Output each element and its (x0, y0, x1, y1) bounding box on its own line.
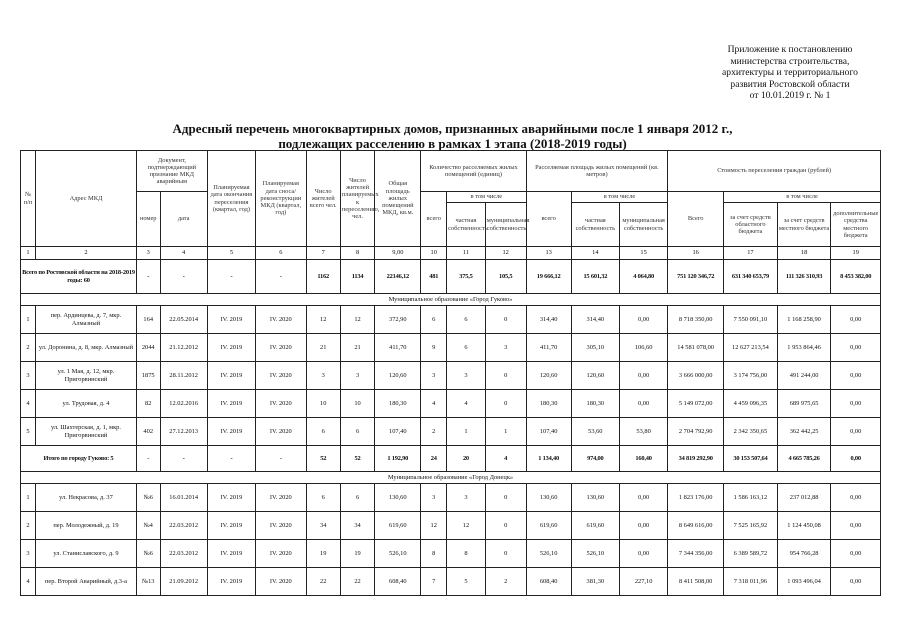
row-cell: 362 442,25 (777, 418, 831, 446)
appendix-line: Приложение к постановлению (727, 44, 853, 55)
row-cell: 6 (447, 334, 486, 362)
row-cell: 120,60 (526, 362, 571, 390)
row-cell: 21.09.2012 (160, 568, 207, 596)
column-number: 11 (447, 247, 486, 260)
housing-table (20, 150, 881, 596)
header-cost-incl: в том числе (724, 192, 881, 203)
column-number: 2 (36, 247, 137, 260)
row-cell: 3 (447, 362, 486, 390)
appendix-line: архитектуры и территориального (722, 67, 858, 79)
row-cell: 0,00 (831, 362, 881, 390)
row-cell: 22 (306, 568, 340, 596)
row-cell: 608,40 (526, 568, 571, 596)
row-cell: 0 (485, 484, 526, 512)
header-address: Адрес МКД (36, 151, 137, 247)
row-cell: 3 (447, 484, 486, 512)
row-cell: 7 (421, 568, 447, 596)
row-cell: 2 (485, 568, 526, 596)
column-number-row (21, 247, 881, 260)
row-cell: 120,60 (375, 362, 421, 390)
row-cell: 106,60 (619, 334, 667, 362)
row-cell: IV. 2019 (207, 540, 255, 568)
row-cell: IV. 2020 (256, 484, 306, 512)
row-cell: IV. 2020 (256, 568, 306, 596)
header-cost-local: за счет средств местного бюджета (777, 203, 831, 247)
row-cell: 411,70 (526, 334, 571, 362)
row-cell: 1 (447, 418, 486, 446)
row-cell: 7 318 011,96 (724, 568, 778, 596)
row-address: ул. Шахтерская, д. 1, мкр. Пригорвинский (36, 418, 137, 446)
municipality-total-cell: 0,00 (831, 446, 881, 472)
grand-total-cell: 481 (421, 260, 447, 294)
row-cell: 1 (485, 418, 526, 446)
header-count-group: Количество расселяемых жилых помещений (единиц) (421, 151, 526, 192)
row-cell: 2044 (136, 334, 160, 362)
row-cell: IV. 2019 (207, 512, 255, 540)
row-address: ул. 1 Мая, д. 12, мкр. Пригорвинский (36, 362, 137, 390)
row-address: пер. Ардинцева, д. 7, мкр. Алмазный (36, 306, 137, 334)
row-cell: 82 (136, 390, 160, 418)
row-cell: 2 704 792,90 (668, 418, 724, 446)
header-area-private: частная собственность (571, 203, 619, 247)
row-number: 1 (21, 484, 36, 512)
header-count-private: частная собственность (447, 203, 486, 247)
row-cell: 0,00 (831, 484, 881, 512)
row-cell: 130,60 (571, 484, 619, 512)
column-number: 6 (256, 247, 306, 260)
row-cell: 9 (421, 334, 447, 362)
row-number: 2 (21, 512, 36, 540)
header-area-municipal: муниципальная собственность (619, 203, 667, 247)
row-cell: 53,60 (571, 418, 619, 446)
row-cell: 2 (421, 418, 447, 446)
row-cell: 0,00 (831, 540, 881, 568)
row-cell: 3 (306, 362, 340, 390)
grand-total-cell: 8 453 382,00 (831, 260, 881, 294)
row-cell: 180,30 (526, 390, 571, 418)
row-cell: 1 093 496,04 (777, 568, 831, 596)
row-cell: 22 (340, 568, 374, 596)
row-cell: 0 (485, 512, 526, 540)
row-cell: 0,00 (619, 362, 667, 390)
row-cell: 7 550 091,10 (724, 306, 778, 334)
header-residents-total: Число жителей всего чел. (306, 151, 340, 247)
row-cell: 0,00 (831, 418, 881, 446)
header-num: № п/п (21, 151, 36, 247)
row-cell: 314,40 (526, 306, 571, 334)
row-cell: 12 (447, 512, 486, 540)
row-cell: 130,60 (526, 484, 571, 512)
row-cell: 4 (447, 390, 486, 418)
column-number: 9,00 (375, 247, 421, 260)
row-cell: IV. 2020 (256, 390, 306, 418)
header-area-group: Расселяемая площадь жилых помещений (кв. метров) (526, 151, 668, 192)
header-count-total: всего (421, 192, 447, 247)
grand-total-cell: - (160, 260, 207, 294)
row-address: ул. Доронина, д. 8, мкр. Алмазный (36, 334, 137, 362)
row-cell: 0 (485, 390, 526, 418)
row-cell: 8 649 616,00 (668, 512, 724, 540)
row-cell: 12 (306, 306, 340, 334)
municipality-total-cell: 1 192,90 (375, 446, 421, 472)
row-address: пер. Молодежный, д. 19 (36, 512, 137, 540)
row-cell: 0,00 (831, 334, 881, 362)
row-cell: 10 (306, 390, 340, 418)
row-cell: 0,00 (619, 512, 667, 540)
row-cell: 314,40 (571, 306, 619, 334)
row-cell: 34 (306, 512, 340, 540)
header-area-total: всего (526, 192, 571, 247)
row-cell: 305,10 (571, 334, 619, 362)
row-cell: 3 (340, 362, 374, 390)
row-cell: 0,00 (831, 512, 881, 540)
column-number: 3 (136, 247, 160, 260)
table-row (21, 362, 881, 390)
municipality-total-cell: 34 819 292,90 (668, 446, 724, 472)
row-cell: 19 (306, 540, 340, 568)
row-cell: 14 581 078,00 (668, 334, 724, 362)
grand-total-label: Всего по Ростовской области на 2018-2019 годы: 60 (21, 260, 137, 294)
row-cell: IV. 2019 (207, 390, 255, 418)
grand-total-cell: - (256, 260, 306, 294)
row-cell: 107,40 (375, 418, 421, 446)
municipality-total-cell: 52 (306, 446, 340, 472)
municipality-total-cell: 974,00 (571, 446, 619, 472)
row-cell: IV. 2020 (256, 362, 306, 390)
row-cell: 402 (136, 418, 160, 446)
row-cell: 619,60 (375, 512, 421, 540)
row-cell: 954 766,28 (777, 540, 831, 568)
row-cell: 27.12.2013 (160, 418, 207, 446)
row-cell: 16.01.2014 (160, 484, 207, 512)
row-number: 3 (21, 540, 36, 568)
table-row (21, 390, 881, 418)
municipality-name: Муниципальное образование «Город Донецк» (21, 472, 881, 484)
row-cell: 1 168 258,90 (777, 306, 831, 334)
row-cell: 180,30 (571, 390, 619, 418)
header-cost-total: Всего (668, 192, 724, 247)
row-cell: 107,40 (526, 418, 571, 446)
row-cell: IV. 2020 (256, 540, 306, 568)
municipality-total-row (21, 446, 881, 472)
row-cell: IV. 2019 (207, 568, 255, 596)
column-number: 10 (421, 247, 447, 260)
grand-total-cell: - (207, 260, 255, 294)
column-number: 1 (21, 247, 36, 260)
header-planned-resettle: Планируемая дата окончания переселения (квартал, год) (207, 151, 255, 247)
row-cell: №4 (136, 512, 160, 540)
row-cell: 0 (485, 306, 526, 334)
municipality-total-cell: 24 (421, 446, 447, 472)
row-number: 4 (21, 390, 36, 418)
row-cell: 6 (306, 484, 340, 512)
header-residents-planned: Число жителей планируемых к переселению, чел. (340, 151, 374, 247)
header-cost-additional: дополнительные средства местного бюджета (831, 203, 881, 247)
row-cell: 4 459 096,35 (724, 390, 778, 418)
header-total-area: Общая площадь жилых помещений МКД, кв.м. (375, 151, 421, 247)
table-header (21, 151, 881, 247)
municipality-total-cell: 4 (485, 446, 526, 472)
row-cell: 6 (421, 306, 447, 334)
header-count-incl: в том числе (447, 192, 526, 203)
grand-total-cell: 1162 (306, 260, 340, 294)
header-count-municipal: муниципальная собственность (485, 203, 526, 247)
row-cell: №13 (136, 568, 160, 596)
row-cell: 180,30 (375, 390, 421, 418)
row-cell: 22.05.2014 (160, 306, 207, 334)
column-number: 8 (340, 247, 374, 260)
row-cell: IV. 2020 (256, 334, 306, 362)
row-cell: 608,40 (375, 568, 421, 596)
table-row (21, 418, 881, 446)
row-cell: 411,70 (375, 334, 421, 362)
municipality-total-cell: - (207, 446, 255, 472)
row-cell: 1 823 176,00 (668, 484, 724, 512)
table-body (21, 247, 881, 596)
row-cell: 130,60 (375, 484, 421, 512)
column-number: 15 (619, 247, 667, 260)
appendix-note (690, 44, 890, 102)
grand-total-cell: 19 666,12 (526, 260, 571, 294)
column-number: 7 (306, 247, 340, 260)
row-cell: №6 (136, 484, 160, 512)
row-cell: 21 (306, 334, 340, 362)
row-cell: IV. 2020 (256, 306, 306, 334)
row-cell: №6 (136, 540, 160, 568)
table-row (21, 306, 881, 334)
row-cell: 19 (340, 540, 374, 568)
grand-total-cell: 111 326 310,93 (777, 260, 831, 294)
row-cell: 237 012,88 (777, 484, 831, 512)
municipality-total-cell: 4 665 785,26 (777, 446, 831, 472)
row-cell: 227,10 (619, 568, 667, 596)
grand-total-row (21, 260, 881, 294)
row-cell: 8 (421, 540, 447, 568)
row-cell: 34 (340, 512, 374, 540)
row-address: ул. Станиславского, д. 9 (36, 540, 137, 568)
document-title-line-2: подлежащих расселению в рамках 1 этапа (2018-2019 годы) (278, 136, 627, 151)
row-cell: 1 124 450,08 (777, 512, 831, 540)
row-cell: 22.03.2012 (160, 512, 207, 540)
column-number: 5 (207, 247, 255, 260)
row-cell: 5 149 072,00 (668, 390, 724, 418)
row-cell: IV. 2019 (207, 362, 255, 390)
row-cell: 0 (485, 540, 526, 568)
municipality-row (21, 294, 881, 306)
row-cell: 0,00 (831, 306, 881, 334)
municipality-name: Муниципальное образование «Город Гуково» (21, 294, 881, 306)
row-cell: 120,60 (571, 362, 619, 390)
row-cell: 5 (447, 568, 486, 596)
row-cell: 3 (421, 362, 447, 390)
document-title-line-1: Адресный перечень многоквартирных домов, признанных аварийными после 1 января 2012 г., (172, 121, 733, 136)
row-cell: 619,60 (571, 512, 619, 540)
row-cell: 164 (136, 306, 160, 334)
column-number: 13 (526, 247, 571, 260)
grand-total-cell: 22146,12 (375, 260, 421, 294)
grand-total-cell: 15 601,32 (571, 260, 619, 294)
row-cell: 0 (485, 362, 526, 390)
row-address: ул. Трудовая, д. 4 (36, 390, 137, 418)
appendix-line: развития Ростовской области (730, 78, 850, 90)
grand-total-cell: - (136, 260, 160, 294)
header-cost-group: Стоимость переселения граждан (рублей) (668, 151, 881, 192)
row-cell: 0,00 (831, 568, 881, 596)
row-cell: 7 344 356,00 (668, 540, 724, 568)
column-number: 14 (571, 247, 619, 260)
row-cell: 21.12.2012 (160, 334, 207, 362)
row-cell: 381,30 (571, 568, 619, 596)
row-cell: 6 (306, 418, 340, 446)
row-cell: 526,10 (526, 540, 571, 568)
column-number: 12 (485, 247, 526, 260)
row-cell: 8 718 350,00 (668, 306, 724, 334)
row-cell: 6 (340, 418, 374, 446)
row-cell: 3 174 756,00 (724, 362, 778, 390)
row-cell: 0,00 (831, 390, 881, 418)
header-planned-demolish: Планируемая дата сноса/ реконструкции МКД (квартал, год) (256, 151, 306, 247)
row-cell: IV. 2019 (207, 306, 255, 334)
row-cell: 0,00 (619, 306, 667, 334)
row-cell: IV. 2020 (256, 418, 306, 446)
row-number: 4 (21, 568, 36, 596)
row-cell: IV. 2020 (256, 512, 306, 540)
row-cell: 491 244,00 (777, 362, 831, 390)
header-area-incl: в том числе (571, 192, 668, 203)
grand-total-cell: 4 064,80 (619, 260, 667, 294)
row-cell: 2 342 350,65 (724, 418, 778, 446)
municipality-total-cell: - (256, 446, 306, 472)
row-cell: 21 (340, 334, 374, 362)
row-address: пер. Второй Аварийный, д.3-а (36, 568, 137, 596)
table-row (21, 512, 881, 540)
grand-total-cell: 105,5 (485, 260, 526, 294)
grand-total-cell: 631 340 653,79 (724, 260, 778, 294)
row-cell: 10 (340, 390, 374, 418)
row-cell: 22.03.2012 (160, 540, 207, 568)
grand-total-cell: 375,5 (447, 260, 486, 294)
table-row (21, 540, 881, 568)
municipality-total-cell: 20 (447, 446, 486, 472)
row-cell: 7 525 165,92 (724, 512, 778, 540)
row-cell: 0,00 (619, 484, 667, 512)
municipality-total-cell: - (160, 446, 207, 472)
header-cost-oblast: за счет средств областного бюджета (724, 203, 778, 247)
table-row (21, 334, 881, 362)
row-cell: 1 586 163,12 (724, 484, 778, 512)
row-cell: IV. 2019 (207, 484, 255, 512)
row-cell: 8 (447, 540, 486, 568)
row-cell: 12 (421, 512, 447, 540)
appendix-line: министерства строительства, (730, 55, 850, 67)
column-number: 19 (831, 247, 881, 260)
appendix-line: от 10.01.2019 г. № 1 (749, 90, 831, 102)
row-cell: 8 411 508,00 (668, 568, 724, 596)
row-cell: 12 (340, 306, 374, 334)
row-cell: 4 (421, 390, 447, 418)
row-cell: 1875 (136, 362, 160, 390)
row-cell: 3 666 000,00 (668, 362, 724, 390)
row-number: 1 (21, 306, 36, 334)
header-doc-group: Документ, подтверждающий признание МКД аварийным (136, 151, 207, 192)
row-cell: 526,10 (571, 540, 619, 568)
grand-total-cell: 1134 (340, 260, 374, 294)
row-cell: IV. 2019 (207, 418, 255, 446)
row-cell: 619,60 (526, 512, 571, 540)
row-cell: 3 (421, 484, 447, 512)
row-cell: 12 627 213,54 (724, 334, 778, 362)
header-doc-number: номер (136, 192, 160, 247)
row-number: 3 (21, 362, 36, 390)
column-number: 18 (777, 247, 831, 260)
row-cell: 372,90 (375, 306, 421, 334)
municipality-total-cell: - (136, 446, 160, 472)
row-address: ул. Некрасова, д. 37 (36, 484, 137, 512)
row-number: 5 (21, 418, 36, 446)
row-cell: 526,10 (375, 540, 421, 568)
row-cell: 6 (447, 306, 486, 334)
row-cell: IV. 2019 (207, 334, 255, 362)
municipality-total-cell: 30 153 507,64 (724, 446, 778, 472)
municipality-total-cell: 52 (340, 446, 374, 472)
column-number: 17 (724, 247, 778, 260)
column-number: 4 (160, 247, 207, 260)
row-number: 2 (21, 334, 36, 362)
municipality-total-cell: 160,40 (619, 446, 667, 472)
grand-total-cell: 751 120 346,72 (668, 260, 724, 294)
municipality-row (21, 472, 881, 484)
row-cell: 0,00 (619, 390, 667, 418)
row-cell: 1 953 864,46 (777, 334, 831, 362)
header-doc-date: дата (160, 192, 207, 247)
row-cell: 0,00 (619, 540, 667, 568)
table-row (21, 568, 881, 596)
row-cell: 689 975,65 (777, 390, 831, 418)
row-cell: 3 (485, 334, 526, 362)
municipality-total-label: Итого по городу Гуково: 5 (21, 446, 137, 472)
row-cell: 53,80 (619, 418, 667, 446)
row-cell: 6 389 589,72 (724, 540, 778, 568)
row-cell: 6 (340, 484, 374, 512)
municipality-total-cell: 1 134,40 (526, 446, 571, 472)
column-number: 16 (668, 247, 724, 260)
table-row (21, 484, 881, 512)
row-cell: 12.02.2016 (160, 390, 207, 418)
row-cell: 28.11.2012 (160, 362, 207, 390)
